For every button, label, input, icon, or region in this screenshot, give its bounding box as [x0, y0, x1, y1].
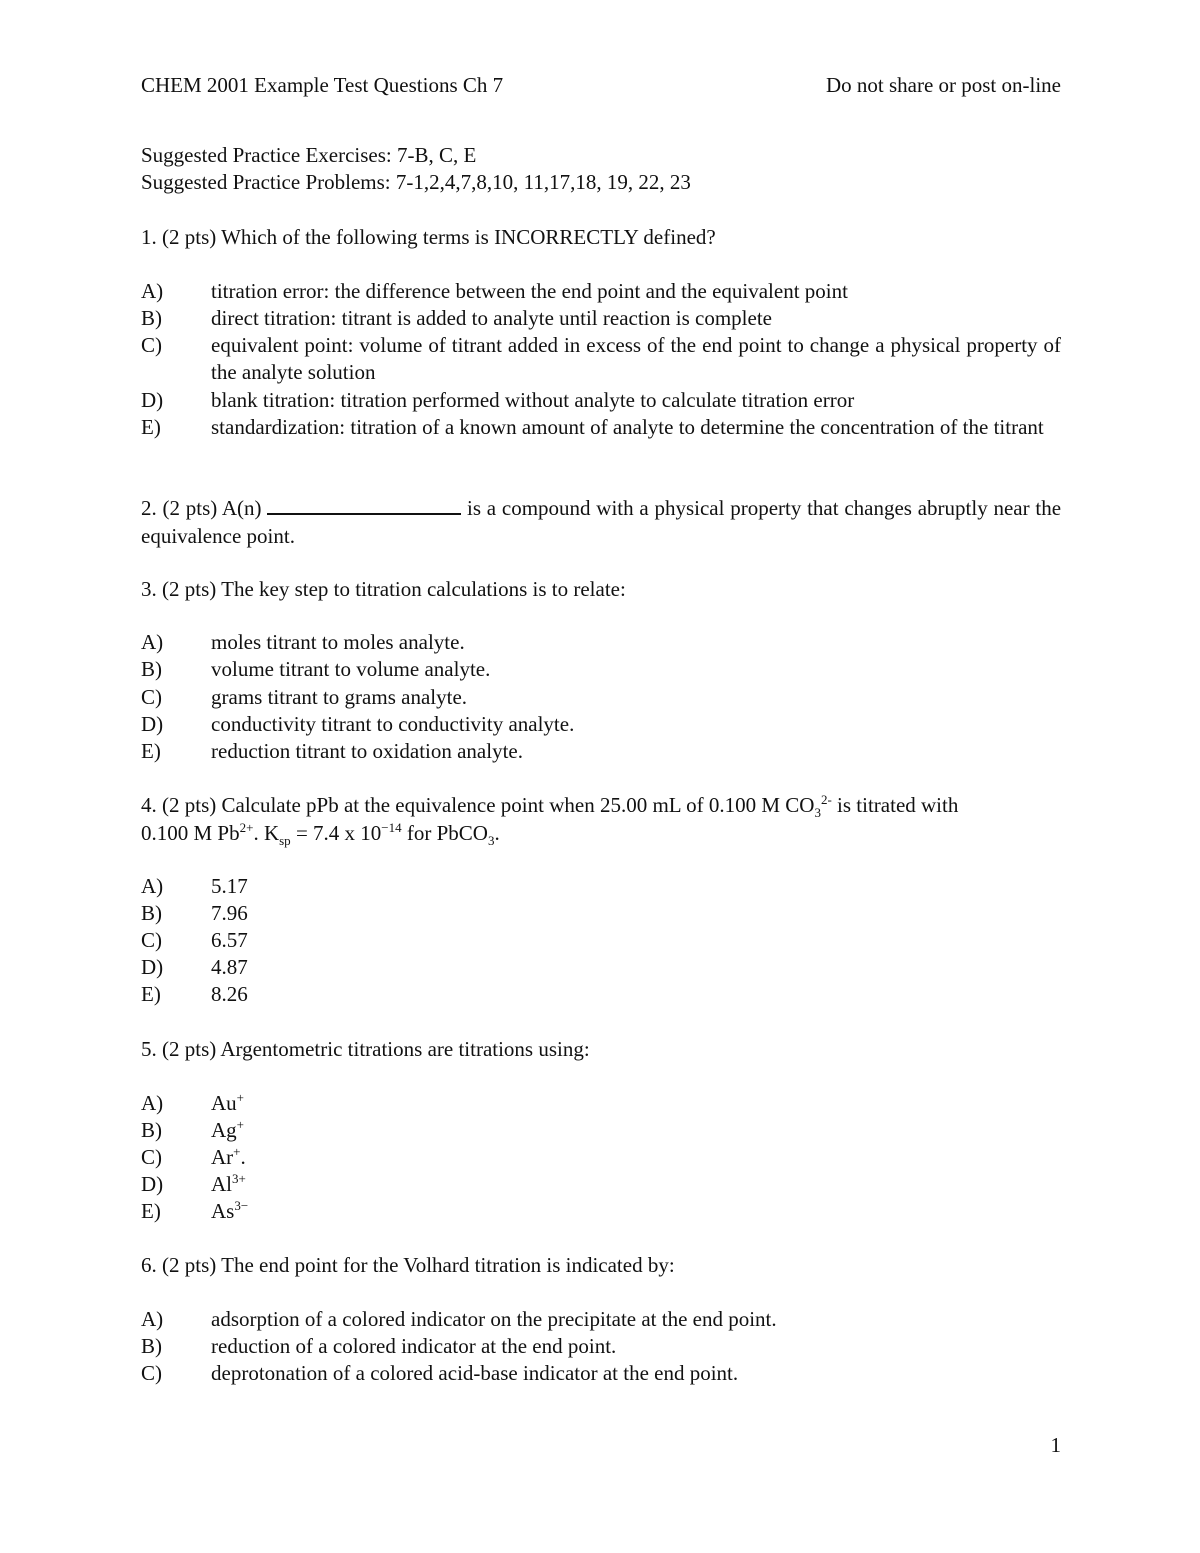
question-2 — [141, 494, 1061, 550]
ion-symbol: Al — [211, 1172, 232, 1196]
option-text: grams titrant to grams analyte. — [211, 685, 468, 709]
practice-exercises: Suggested Practice Exercises: 7-B, C, E — [141, 143, 477, 167]
option-label: C) — [141, 333, 162, 357]
option-label: C) — [141, 928, 162, 952]
q2-prefix: 2. (2 pts) A(n) — [141, 496, 262, 520]
ion-charge: + — [233, 1144, 241, 1159]
header-notice: Do not share or post on-line — [825, 73, 1061, 97]
option-label: D) — [141, 388, 164, 412]
question-6-stem: 6. (2 pts) The end point for the Volhard titration is indicated by: — [141, 1253, 675, 1277]
q4-superscript: 2+ — [239, 820, 254, 835]
option-label: B) — [141, 657, 162, 681]
option-text: 5.17 — [211, 874, 248, 898]
q4-subscript: sp — [279, 833, 291, 849]
option-text: 8.26 — [211, 982, 248, 1006]
option-label: C) — [141, 1361, 162, 1385]
option-label: A) — [141, 1091, 164, 1115]
q4-text: . — [494, 821, 500, 845]
option-text: volume titrant to volume analyte. — [211, 657, 491, 681]
option-label: A) — [141, 630, 164, 654]
option-label: E) — [141, 982, 161, 1006]
answer-blank — [267, 495, 461, 515]
option-label: A) — [141, 279, 164, 303]
page-number: 1 — [1050, 1433, 1061, 1457]
option-text: equivalent point: volume of titrant added in excess of the end point to change a physical property of the analyte solution — [211, 333, 1061, 384]
ion-charge: 3− — [234, 1198, 249, 1213]
option-text: conductivity titrant to conductivity analyte. — [211, 712, 575, 736]
option-label: E) — [141, 739, 161, 763]
q4-subscript: 3 — [487, 833, 495, 849]
option-label: D) — [141, 955, 164, 979]
option-text: direct titration: titrant is added to analyte until reaction is complete — [211, 306, 772, 330]
ion-symbol: Ar — [211, 1145, 234, 1169]
ion-charge: 3+ — [232, 1171, 246, 1186]
option-label: B) — [141, 901, 162, 925]
option-label: C) — [141, 1145, 162, 1169]
question-4-stem-line2 — [141, 820, 500, 847]
option-label: B) — [141, 1118, 162, 1142]
q4-superscript: −14 — [381, 820, 402, 835]
practice-problems: Suggested Practice Problems: 7-1,2,4,7,8,10, 11,17,18, 19, 22, 23 — [141, 170, 691, 194]
option-text — [211, 1144, 1061, 1171]
ion-symbol: As — [211, 1199, 235, 1223]
option-label: D) — [141, 712, 164, 736]
ion-tail: . — [240, 1145, 246, 1169]
option-label: B) — [141, 306, 162, 330]
option-text: standardization: titration of a known amount of analyte to determine the concentration of the titrant — [211, 415, 1044, 439]
option-label: A) — [141, 874, 164, 898]
question-5-stem: 5. (2 pts) Argentometric titrations are titrations using: — [141, 1037, 590, 1061]
question-3-stem: 3. (2 pts) The key step to titration calculations is to relate: — [141, 577, 626, 601]
question-1-stem: 1. (2 pts) Which of the following terms is INCORRECTLY defined? — [141, 225, 716, 249]
document-page — [141, 0, 1061, 1553]
ion-symbol: Au — [211, 1091, 237, 1115]
option-text: reduction titrant to oxidation analyte. — [211, 739, 523, 763]
option-text: deprotonation of a colored acid-base indicator at the end point. — [211, 1361, 739, 1385]
ion-symbol: Ag — [211, 1118, 237, 1142]
q4-subscript: 3 — [814, 805, 821, 821]
q4-text: is titrated with — [831, 793, 959, 817]
option-text: 6.57 — [211, 928, 248, 952]
q4-text: for PbCO — [401, 821, 488, 845]
option-text: moles titrant to moles analyte. — [211, 630, 465, 654]
q4-text: = 7.4 x 10 — [290, 821, 382, 845]
option-label: E) — [141, 1199, 161, 1223]
option-label: B) — [141, 1334, 162, 1358]
option-label: D) — [141, 1172, 164, 1196]
option-label: A) — [141, 1307, 164, 1331]
ion-charge: + — [236, 1117, 245, 1132]
option-text: blank titration: titration performed without analyte to calculate titration error — [211, 388, 855, 412]
question-4-stem-line1 — [141, 792, 958, 819]
header-title: CHEM 2001 Example Test Questions Ch 7 — [141, 73, 504, 97]
option-text: 4.87 — [211, 955, 248, 979]
q4-superscript: 2- — [820, 792, 832, 807]
option-text: adsorption of a colored indicator on the precipitate at the end point. — [211, 1307, 777, 1331]
q2-suffix: is a compound with a physical property that changes abruptly near the equivalence point. — [141, 496, 1062, 548]
q4-text: 4. (2 pts) Calculate pPb at the equivalence point when 25.00 mL of 0.100 M CO — [141, 793, 815, 817]
q4-text: . K — [253, 821, 280, 845]
option-text — [211, 1117, 1061, 1144]
option-text — [211, 1090, 1061, 1117]
option-label: E) — [141, 415, 161, 439]
option-text — [211, 1171, 1061, 1198]
option-label: C) — [141, 685, 162, 709]
q4-text: 0.100 M Pb — [141, 821, 240, 845]
option-text — [211, 1198, 1061, 1225]
ion-charge: + — [236, 1090, 245, 1105]
option-text: 7.96 — [211, 901, 248, 925]
option-text: reduction of a colored indicator at the end point. — [211, 1334, 617, 1358]
option-text: titration error: the difference between the end point and the equivalent point — [211, 279, 848, 303]
